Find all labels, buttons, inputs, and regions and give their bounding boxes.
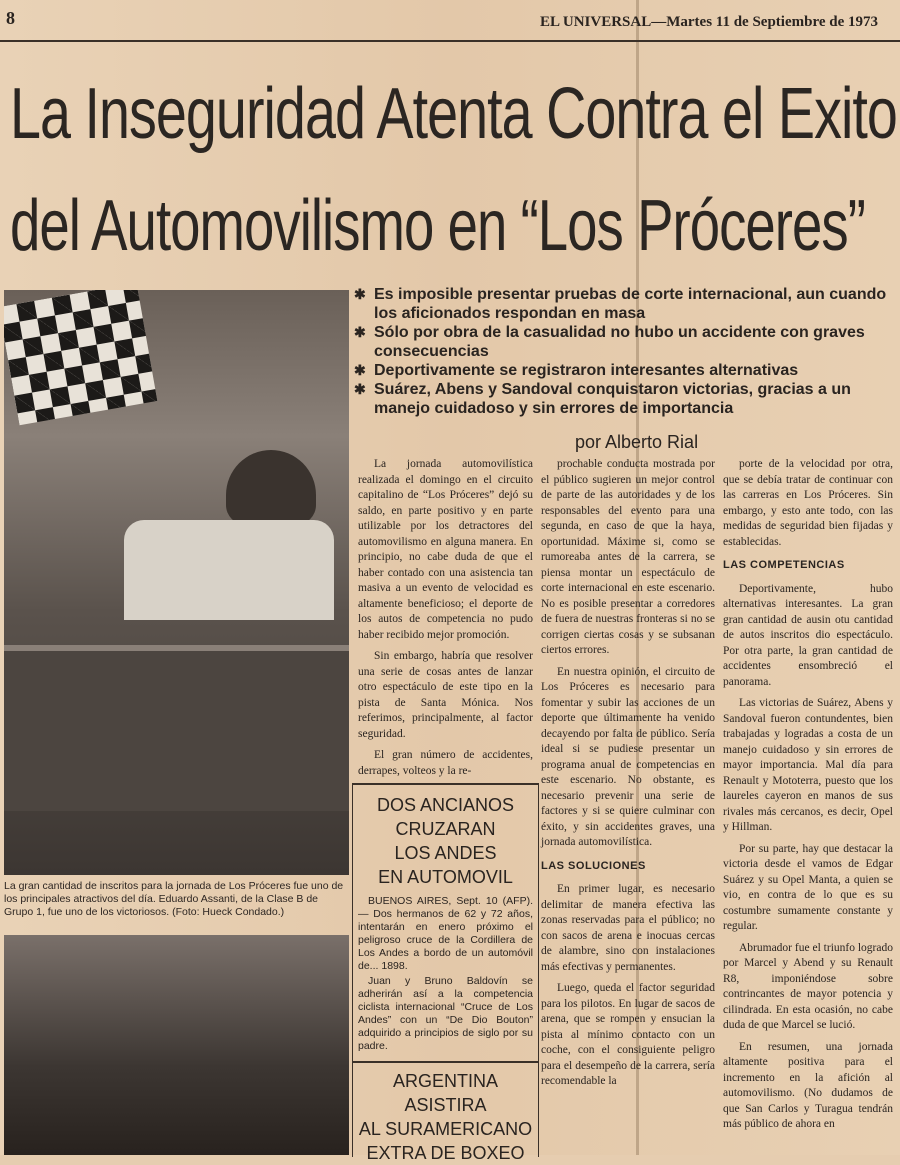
page-number: 8 (6, 8, 15, 28)
subhead: ✱ Sólo por obra de la casualidad no hubo un accidente con graves consecuencias (354, 324, 865, 360)
asterisk-icon: ✱ (354, 381, 366, 397)
driver-graphic (124, 520, 334, 620)
headline-line-2: del Automovilismo en “Los Próceres” (10, 185, 865, 267)
crowd-photo (4, 935, 349, 1155)
paragraph: Juan y Bruno Baldovín se adherirán así a la competencia ciclista internacional “Cruce de Los Andes” con un “De Dio Bouton” adquirido a principios de siglo por su padre. (358, 975, 533, 1052)
article-column-1 (358, 457, 533, 785)
subhead: ✱ Deportivamente se registraron interesantes alternativas (354, 362, 799, 379)
paragraph: Las victorias de Suárez, Abens y Sandoval fueron contundentes, bien trabajadas y logradas a costa de un manejo cuidadoso y sin errores de mayor importancia. Mal día para Renault y Mototerra, puesto que los laureles cayeron en manos de sus rivales más cercanos, es decir, Opel y Hillman. (723, 697, 893, 833)
headline-line-1: La Inseguridad Atenta Contra el Exito (10, 73, 897, 155)
paragraph: Deportivamente, hubo alternativas interesantes. La gran gran cantidad de ausin otu cantidad de autos inscritos dio espectáculo. Por otra parte, la gran cantidad de accidentes ensombreció el panorama. (723, 582, 893, 688)
asterisk-icon: ✱ (354, 286, 366, 302)
paragraph: En nuestra opinión, el circuito de Los Próceres es necesario para fomentar y subir las acciones de un deporte que últimamente ha venido decayendo por falta de público. Sería ideal si se pudiese presentar un programa anual de competencias en este escenario. No obstante, es necesario prevenir una serie de factores y si se quiere culminar con éxito, y sin accidentes graves, una jornada automovilística. (541, 665, 715, 848)
sidebar-text (353, 889, 538, 1053)
page-header (0, 0, 900, 42)
section-heading: LAS COMPETENCIAS (723, 559, 845, 571)
paragraph: prochable conducta mostrada por el público sugieren un mejor control de parte de las autoridades y de los responsables del evento para una segunda, en caso de que la haya, oportunidad. Máxime si, como se rumoreaba antes de la carrera, se piensa montar un espectáculo de corte internacional en este escenario. No es posible presentar a corredores de fuera de nuestras fronteras si no se corrigen ciertas cosas y se subsanan ciertos errores. (541, 458, 715, 656)
sidebar-headline: DOS ANCIANOS CRUZARAN LOS ANDES EN AUTOMOVIL (376, 795, 515, 887)
paragraph: El gran número de accidentes, derrapes, volteos y la re- (358, 749, 533, 777)
checkered-flag-graphic (4, 290, 157, 425)
asterisk-icon: ✱ (354, 362, 366, 378)
paragraph: Sin embargo, habría que resolver una serie de cosas antes de lanzar otro espectáculo de este tipo en la pista de Santa Mónica. Nos referimos, principalmente, al factor seguridad. (358, 650, 533, 740)
paragraph: En primer lugar, es necesario delimitar de manera efectiva las zonas reservadas para el público; no con sacos de arena e inocuas cercas de alambre, sino con instalaciones más efectivas y permanentes. (541, 883, 715, 973)
photo-caption: La gran cantidad de inscritos para la jornada de Los Próceres fue uno de los principales atractivos del día. Eduardo Assanti, de la Clase B de Grupo 1, fue uno de los victoriosos. (Foto: Hueck Condado.) (4, 880, 344, 918)
paragraph: Abrumador fue el triunfo logrado por Marcel y Abend y su Renault R8, imponiéndose sobre contrincantes de mayor potencia y cilindrada. En esta ocasión, no cabe duda de que Marcel se lució. (723, 941, 893, 1031)
paragraph: BUENOS AIRES, Sept. 10 (AFP).— Dos hermanos de 62 y 72 años, intentarán en enero próximo el peligroso cruce de la Cordillera de Los Andes a bordo de un automóvil de... 1898. (358, 895, 533, 972)
article-column-2 (541, 457, 715, 1096)
paragraph: Luego, queda el factor seguridad para los pilotos. En lugar de sacos de arena, que se rompen y ensucian la pista al mínimo contacto con un coche, con el consiguiente peligro para el desempeño de la carrera, sería recomendable la (541, 982, 715, 1087)
paragraph: La jornada automovilística realizada el domingo en el circuito capitalino de “Los Próceres” dejó su saldo, en parte positivo y en parte utilizable por los detractores del automovilismo en alguna manera. En principio, no cabe duda de que el haber contado con una asistencia tan masiva a un evento de velocidad es altamente beneficioso; el deporte de los autos de competencia no pudo haber recibido mejor promoción. (358, 458, 533, 641)
dateline: EL UNIVERSAL—Martes 11 de Septiembre de 1973 (539, 14, 878, 30)
subheads (352, 285, 892, 418)
article-column-3 (723, 457, 893, 1139)
driver-helmet-graphic (226, 450, 316, 525)
byline: por Alberto Rial (575, 432, 699, 452)
sidebar-headline-2: ARGENTINA ASISTIRA AL SURAMERICANO EXTRA DE BOXEO (358, 1071, 533, 1163)
paragraph: Por su parte, hay que destacar la victoria desde el vamos de Edgar Suárez y su Opel Manta, a quien se vio, en contra de lo que es su costumbre sumamente constante y regular. (723, 842, 893, 932)
divider (353, 1061, 538, 1063)
paragraph: En resumen, una jornada altamente positiva para el incremento en la afición al automovilismo. (No dudamos de que San Carlos y Turagua tendrán más público de ahora en (723, 1040, 893, 1130)
subhead: ✱ Suárez, Abens y Sandoval conquistaron victorias, gracias a un manejo cuidadoso y sin errores de importancia (354, 381, 851, 417)
paragraph: porte de la velocidad por otra, que se debía tratar de continuar con las carreras en Los Próceres. Sin embargo, y esto ante todo, con las medidas de seguridad bien fijadas y establecidas. (723, 458, 893, 548)
asterisk-icon: ✱ (354, 324, 366, 340)
race-photo (4, 290, 349, 875)
subhead: ✱ Es imposible presentar pruebas de corte internacional, aun cuando los aficionados respondan en masa (354, 286, 887, 322)
section-heading: LAS SOLUCIONES (541, 859, 646, 872)
race-car-graphic (4, 645, 349, 811)
sidebar-box (352, 783, 539, 1163)
